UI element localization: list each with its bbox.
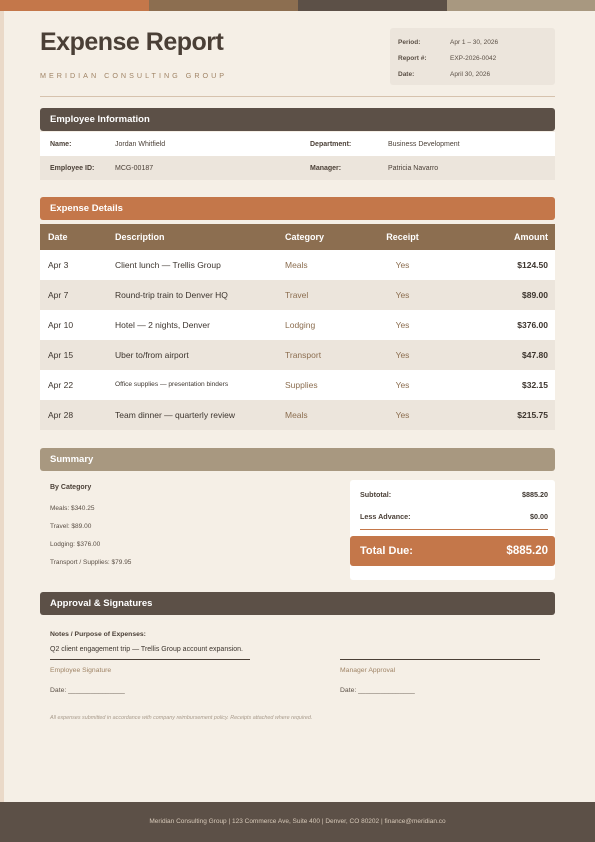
table-row [40, 400, 555, 430]
row-receipt: Yes [395, 320, 410, 330]
expense-table-header [40, 224, 555, 250]
employee-row-1 [40, 132, 555, 156]
row-description: Uber to/from airport [115, 350, 189, 360]
row-receipt: Yes [395, 290, 410, 300]
manager-date-line: Date: _______________ [340, 687, 415, 694]
category-total: Meals: $340.25 [50, 505, 95, 512]
meta-label: Date: [398, 70, 415, 78]
notes-label: Notes / Purpose of Expenses: [50, 631, 146, 638]
row-receipt: Yes [395, 410, 410, 420]
notes-value: Q2 client engagement trip — Trellis Group account expansion. [50, 646, 243, 653]
stripe-segment-4 [447, 0, 595, 11]
employee-row-2 [40, 156, 555, 180]
row-category: Meals [285, 260, 308, 270]
row-description: Round-trip train to Denver HQ [115, 290, 228, 300]
page-title: Expense Report [40, 28, 224, 56]
subtotal-value: $885.20 [522, 490, 548, 499]
manager-approval-label: Manager Approval [340, 667, 396, 674]
employee-signature-label: Employee Signature [50, 667, 112, 674]
col-date: Date [48, 232, 68, 242]
row-description: Hotel — 2 nights, Denver [115, 320, 210, 330]
stripe-segment-2 [149, 0, 298, 11]
category-total: Transport / Supplies: $79.95 [50, 559, 132, 566]
by-category-title: By Category [50, 484, 92, 491]
row-amount: $47.80 [522, 350, 548, 360]
meta-label: Report #: [398, 54, 427, 62]
row-description: Office supplies — presentation binders [115, 381, 229, 388]
employee-id-label: Employee ID: [50, 164, 95, 172]
row-amount: $124.50 [517, 260, 548, 270]
meta-date [398, 66, 547, 82]
meta-value: EXP-2026-0042 [450, 54, 497, 62]
total-due-bar [350, 536, 555, 566]
total-due-label: Total Due: [360, 545, 413, 557]
meta-label: Period: [398, 38, 421, 46]
category-total: Lodging: $376.00 [50, 541, 101, 548]
row-date: Apr 10 [48, 320, 74, 330]
subtotal-label: Subtotal: [360, 490, 392, 499]
table-row [40, 280, 555, 310]
row-description: Client lunch — Trellis Group [115, 260, 221, 270]
top-color-stripe [0, 0, 595, 11]
row-date: Apr 22 [48, 380, 74, 390]
table-row [40, 310, 555, 340]
employee-name: Jordan Whitfield [115, 140, 166, 148]
policy-disclaimer: All expenses submitted in accordance with company reimbursement policy. Receipts attached where required. [50, 715, 313, 721]
row-date: Apr 28 [48, 410, 74, 420]
category-total: Travel: $89.00 [50, 523, 92, 530]
row-category: Meals [285, 410, 308, 420]
row-amount: $89.00 [522, 290, 548, 300]
company-subtitle: MERIDIAN CONSULTING GROUP [40, 71, 228, 80]
total-due-value: $885.20 [506, 545, 548, 557]
meta-value: April 30, 2026 [450, 70, 491, 78]
advance-row [360, 512, 548, 521]
row-date: Apr 3 [48, 260, 69, 270]
row-category: Supplies [285, 380, 318, 390]
row-amount: $376.00 [517, 320, 548, 330]
row-category: Lodging [285, 320, 316, 330]
employee-signature-line [50, 659, 250, 660]
col-category: Category [285, 232, 325, 242]
employee-id-value: MCG-00187 [115, 164, 154, 172]
advance-value: $0.00 [530, 512, 548, 521]
left-accent-bar [0, 11, 4, 802]
employee-info-heading: Employee Information [40, 108, 555, 131]
row-receipt: Yes [395, 350, 410, 360]
footer: Meridian Consulting Group | 123 Commerce Ave, Suite 400 | Denver, CO 80202 | finance@meridian.co [0, 802, 595, 842]
row-receipt: Yes [395, 380, 410, 390]
table-row [40, 250, 555, 280]
department-value: Business Development [388, 140, 460, 148]
table-row [40, 370, 555, 400]
row-date: Apr 7 [48, 290, 69, 300]
row-date: Apr 15 [48, 350, 74, 360]
stripe-segment-3 [298, 0, 447, 11]
report-meta-box [390, 28, 555, 85]
row-description: Team dinner — quarterly review [115, 410, 235, 420]
subtotal-row [360, 490, 548, 499]
row-receipt: Yes [395, 260, 410, 270]
totals-divider [360, 529, 548, 530]
row-amount: $32.15 [522, 380, 548, 390]
header-divider [40, 96, 555, 97]
employee-date-line: Date: _______________ [50, 687, 125, 694]
advance-label: Less Advance: [360, 512, 411, 521]
expense-details-heading: Expense Details [40, 197, 555, 220]
department-label: Department: [310, 140, 352, 148]
approval-heading: Approval & Signatures [40, 592, 555, 615]
row-category: Travel [285, 290, 309, 300]
col-amount: Amount [514, 232, 548, 242]
col-receipt: Receipt [386, 232, 419, 242]
row-category: Transport [285, 350, 322, 360]
meta-period [398, 34, 547, 50]
stripe-segment-1 [0, 0, 149, 11]
meta-report-number [398, 50, 547, 66]
manager-signature-line [340, 659, 540, 660]
row-amount: $215.75 [517, 410, 548, 420]
summary-heading: Summary [40, 448, 555, 471]
col-description: Description [115, 232, 165, 242]
name-label: Name: [50, 140, 72, 148]
manager-value: Patricia Navarro [388, 164, 439, 172]
table-row [40, 340, 555, 370]
meta-value: Apr 1 – 30, 2026 [450, 38, 499, 46]
manager-label: Manager: [310, 164, 342, 172]
